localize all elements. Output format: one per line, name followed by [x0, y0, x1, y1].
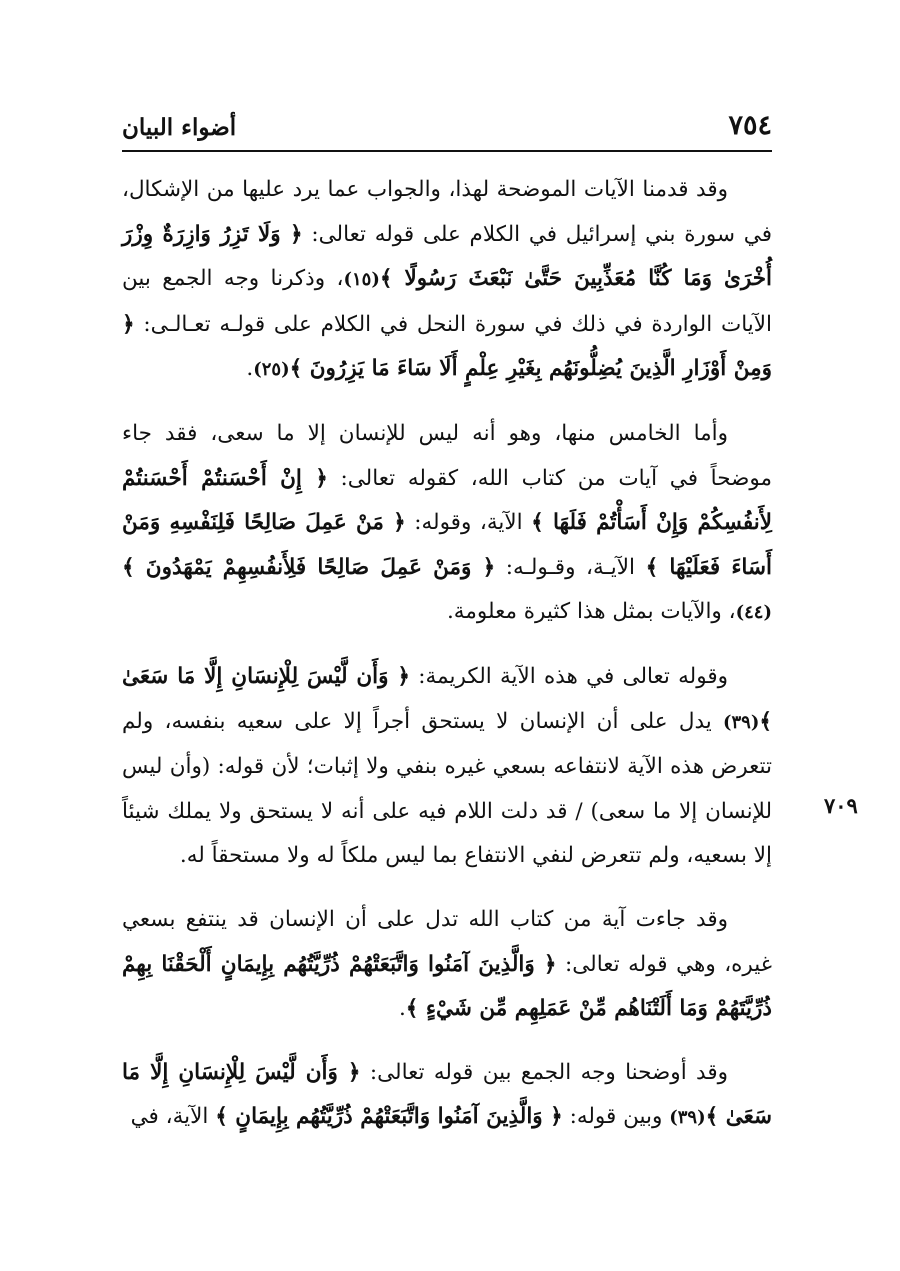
ayah-number: (١٥) — [343, 269, 380, 291]
text-run: وقد أوضحنا وجه الجمع بين قوله تعالى: — [360, 1059, 728, 1085]
ayah-number: (٣٩) — [669, 1107, 706, 1129]
text-run: الآية، وقوله: — [405, 510, 532, 536]
quran-verse: ﴿ وَالَّذِينَ آمَنُوا وَاتَّبَعَتْهُمْ ذُرِّيَّتُهُم بِإِيمَانٍ ﴾ — [215, 1104, 563, 1130]
paragraph-4 — [122, 898, 772, 1032]
text-run: . — [398, 996, 406, 1022]
text-run: وقوله تعالى في هذه الآية الكريمة: — [410, 663, 728, 689]
text-run: وقد جاءت آية من كتاب الله تدل على أن الإنسان قد ينتفع بسعي غيره، وهي قوله تعالى: — [122, 906, 772, 977]
ayah-number: (٤٤) — [735, 602, 772, 624]
text-run: الآية، في — [130, 1104, 216, 1130]
quran-verse: ﴿ وَمِنْ أَوْزَارِ الَّذِينَ يُضِلُّونَهُم بِغَيْرِ عِلْمٍ أَلَا سَاءَ مَا يَزِرُونَ ﴾ — [122, 311, 772, 382]
text-run: ، والآيات بمثل هذا كثيرة معلومة. — [446, 599, 736, 625]
text-run: وأما الخامس منها، وهو أنه ليس للإنسان إلا ما سعى، فقد جاء موضحاً في آيات من كتاب الله، كقوله تعالى: — [122, 420, 772, 491]
paragraph-1 — [122, 168, 772, 393]
main-text — [122, 168, 772, 1141]
quran-verse: ﴿ وَأَن لَّيْسَ لِلْإِنسَانِ إِلَّا مَا سَعَىٰ ﴾ — [122, 1059, 772, 1130]
quran-verse: ﴿ وَمَنْ عَمِلَ صَالِحًا فَلِأَنفُسِهِمْ يَمْهَدُونَ ﴾ — [122, 554, 496, 580]
margin-reference-number: ٧٠٩ — [824, 793, 858, 818]
page-header — [122, 110, 772, 152]
quran-verse: ﴿ إِنْ أَحْسَنتُمْ أَحْسَنتُمْ لِأَنفُسِكُمْ وَإِنْ أَسَأْتُمْ فَلَهَا ﴾ — [122, 465, 772, 536]
paragraph-2 — [122, 412, 772, 636]
text-run: الآيـة، وقـولـه: — [495, 554, 646, 580]
page-number: ٧٥٤ — [728, 110, 772, 141]
quran-verse: ﴿ وَلَا تَزِرُ وَازِرَةٌ وِزْرَ أُخْرَىٰ وَمَا كُنَّا مُعَذِّبِينَ حَتَّىٰ نَبْعَثَ رَسُولًا ﴾ — [122, 221, 773, 292]
ayah-number: (٢٥) — [253, 359, 290, 381]
page-title: أضواء البيان — [122, 114, 237, 141]
text-run: ، وذكرنا وجه الجمع بين الآيات الواردة في ذلك في سورة النحل في الكلام على قولـه تعـالـى: — [122, 266, 772, 337]
text-run: . — [246, 356, 254, 382]
quran-verse: ﴿ وَأَن لَّيْسَ لِلْإِنسَانِ إِلَّا مَا سَعَىٰ ﴾ — [122, 663, 772, 734]
quran-verse: ﴿ مَنْ عَمِلَ صَالِحًا فَلِنَفْسِهِ وَمَنْ أَسَاءَ فَعَلَيْهَا ﴾ — [122, 510, 772, 580]
paragraph-3 — [122, 655, 772, 879]
ayah-number: (٣٩) — [722, 711, 760, 733]
text-run: وقد قدمنا الآيات الموضحة لهذا، والجواب عما يرد عليها من الإشكال، في سورة بني إسرائيل في الكلام على قوله تعالى: — [122, 177, 772, 247]
quran-verse: ﴿ وَالَّذِينَ آمَنُوا وَاتَّبَعَتْهُمْ ذُرِّيَّتُهُم بِإِيمَانٍ أَلْحَقْنَا بِهِمْ ذُرِّيَّتَهُمْ وَمَا أَلَتْنَاهُم مِّنْ عَمَلِهِم مِّن شَيْءٍ ﴾ — [122, 951, 772, 1022]
text-run: يدل على أن الإنسان لا يستحق أجراً إلا على سعيه بنفسه، ولم تتعرض هذه الآية لانتفاعه بسعي غيره بنفي ولا إثبات؛ لأن قوله: (وأن ليس للإنسان إلا ما سعى) / قد دلت اللام فيه على أنه لا يستحق ولا يملك شيئاً إلا بسعيه، ولم تتعرض لنفي الانتفاع بما ليس ملكاً له ولا مستحقاً له. — [122, 708, 772, 869]
paragraph-5 — [122, 1051, 772, 1141]
text-run: وبين قوله: — [562, 1104, 670, 1130]
